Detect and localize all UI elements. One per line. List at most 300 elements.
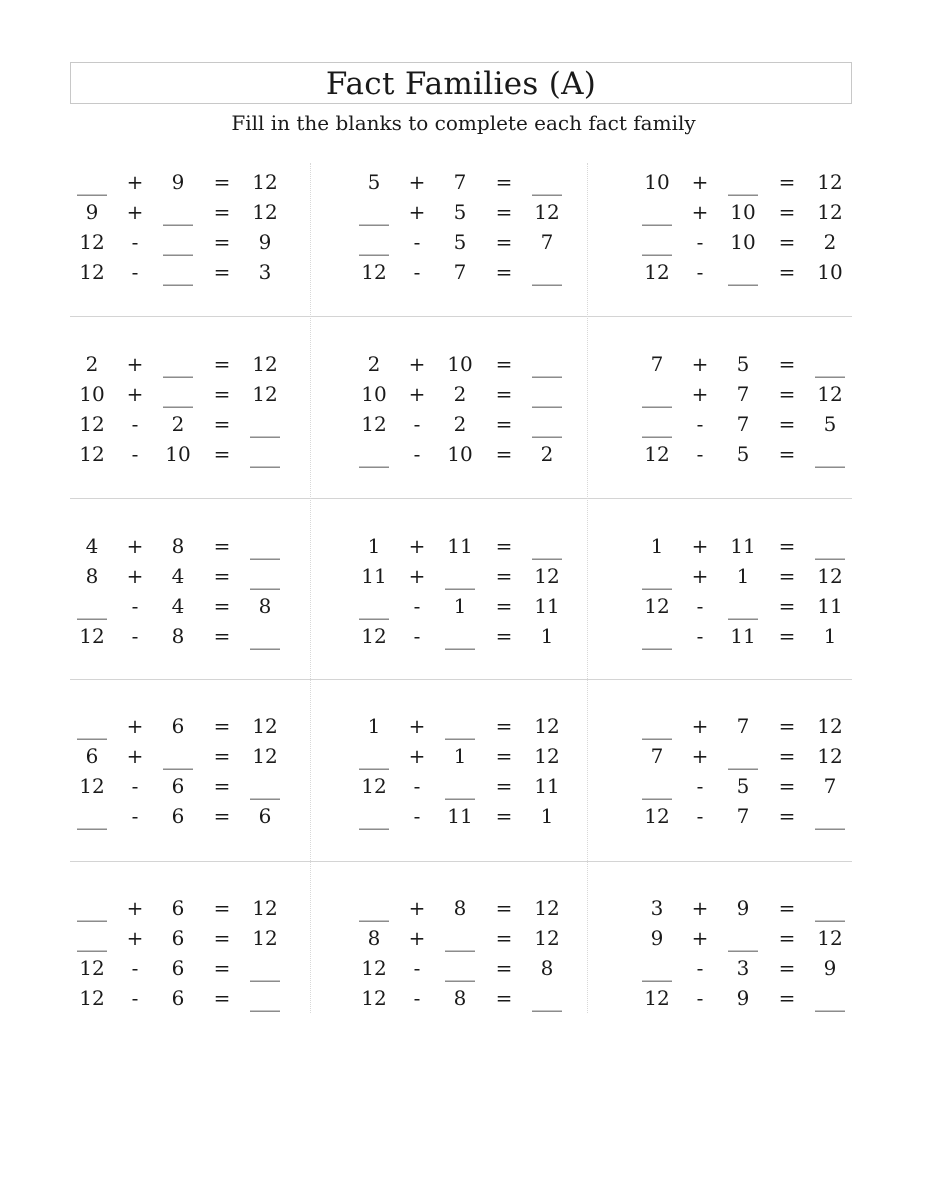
equals-sign: = <box>778 774 796 798</box>
equals-sign: = <box>495 230 513 254</box>
equals-sign: = <box>213 564 231 588</box>
equation <box>70 561 330 591</box>
equals-sign: = <box>778 230 796 254</box>
equation <box>635 741 895 771</box>
operand-2: 6 <box>171 926 185 950</box>
fact-family <box>70 167 330 317</box>
operand-1: 3 <box>650 896 664 920</box>
equals-sign: = <box>495 534 513 558</box>
answer-blank: ___ <box>728 596 758 620</box>
result: 7 <box>540 230 554 254</box>
equals-sign: = <box>213 352 231 376</box>
operand-1: 12 <box>79 230 105 254</box>
equals-sign: = <box>213 534 231 558</box>
equals-sign: = <box>213 774 231 798</box>
operand-1: 12 <box>361 260 387 284</box>
equals-sign: = <box>213 744 231 768</box>
equals-sign: = <box>495 170 513 194</box>
fact-family <box>70 893 330 1043</box>
operator: + <box>691 200 709 224</box>
answer-blank: ___ <box>532 354 562 378</box>
equation <box>635 349 895 379</box>
answer-blank: ___ <box>815 988 845 1012</box>
equation <box>352 561 612 591</box>
answer-blank: ___ <box>532 262 562 286</box>
answer-blank: ___ <box>728 172 758 196</box>
fact-family <box>635 167 895 317</box>
result: 10 <box>817 260 843 284</box>
answer-blank: ___ <box>815 898 845 922</box>
result: 12 <box>252 714 278 738</box>
fact-family <box>635 531 895 681</box>
equals-sign: = <box>495 382 513 406</box>
equation <box>635 227 895 257</box>
equals-sign: = <box>213 926 231 950</box>
fact-family <box>352 167 612 317</box>
equals-sign: = <box>495 926 513 950</box>
answer-blank: ___ <box>445 928 475 952</box>
operator: - <box>413 804 421 828</box>
operand-1: 12 <box>79 774 105 798</box>
operator: + <box>408 352 426 376</box>
result: 12 <box>534 744 560 768</box>
operator: + <box>126 352 144 376</box>
equation <box>70 439 330 469</box>
operator: - <box>413 412 421 436</box>
answer-blank: ___ <box>77 596 107 620</box>
operand-1: 12 <box>644 804 670 828</box>
operator: + <box>408 564 426 588</box>
operand-1: 12 <box>361 624 387 648</box>
operand-2: 9 <box>171 170 185 194</box>
operand-1: 12 <box>79 442 105 466</box>
operand-1: 2 <box>367 352 381 376</box>
answer-blank: ___ <box>77 716 107 740</box>
operand-1: 12 <box>644 986 670 1010</box>
operand-2: 11 <box>730 534 756 558</box>
fact-family <box>70 349 330 499</box>
operator: + <box>691 352 709 376</box>
fact-family <box>352 711 612 861</box>
equation <box>70 801 330 831</box>
answer-blank: ___ <box>163 354 193 378</box>
operator: - <box>131 774 139 798</box>
operator: + <box>691 534 709 558</box>
equation <box>352 591 612 621</box>
answer-blank: ___ <box>250 566 280 590</box>
operator: - <box>413 230 421 254</box>
operand-2: 6 <box>171 896 185 920</box>
equation <box>352 621 612 651</box>
result: 9 <box>258 230 272 254</box>
operator: + <box>408 170 426 194</box>
result: 6 <box>258 804 272 828</box>
result: 12 <box>534 714 560 738</box>
equation <box>70 741 330 771</box>
equals-sign: = <box>213 594 231 618</box>
equation <box>70 983 330 1013</box>
equation <box>70 167 330 197</box>
operator: - <box>131 230 139 254</box>
result: 11 <box>534 774 560 798</box>
operator: - <box>696 774 704 798</box>
operator: - <box>131 412 139 436</box>
answer-blank: ___ <box>815 444 845 468</box>
operand-2: 2 <box>453 382 467 406</box>
operand-1: 12 <box>361 774 387 798</box>
fact-family <box>352 349 612 499</box>
result: 1 <box>540 624 554 648</box>
equals-sign: = <box>495 986 513 1010</box>
answer-blank: ___ <box>77 898 107 922</box>
operand-1: 12 <box>644 442 670 466</box>
operator: + <box>691 744 709 768</box>
operator: + <box>408 534 426 558</box>
answer-blank: ___ <box>815 806 845 830</box>
operator: - <box>413 594 421 618</box>
operand-2: 9 <box>736 986 750 1010</box>
equation <box>352 197 612 227</box>
equation <box>635 531 895 561</box>
operator: - <box>131 260 139 284</box>
equals-sign: = <box>213 200 231 224</box>
result: 11 <box>817 594 843 618</box>
operator: + <box>408 714 426 738</box>
equation <box>635 621 895 651</box>
answer-blank: ___ <box>532 988 562 1012</box>
answer-blank: ___ <box>250 988 280 1012</box>
fact-family-grid <box>70 163 852 1018</box>
result: 12 <box>252 170 278 194</box>
equation <box>70 257 330 287</box>
operand-2: 5 <box>736 352 750 376</box>
result: 12 <box>534 200 560 224</box>
operator: - <box>131 804 139 828</box>
equation <box>70 227 330 257</box>
result: 12 <box>252 382 278 406</box>
equation <box>635 893 895 923</box>
operand-1: 7 <box>650 352 664 376</box>
operand-2: 7 <box>453 260 467 284</box>
answer-blank: ___ <box>815 536 845 560</box>
answer-blank: ___ <box>359 202 389 226</box>
equals-sign: = <box>778 956 796 980</box>
answer-blank: ___ <box>642 776 672 800</box>
operand-2: 11 <box>447 804 473 828</box>
equals-sign: = <box>778 564 796 588</box>
operator: + <box>691 382 709 406</box>
operand-2: 4 <box>171 594 185 618</box>
result: 7 <box>823 774 837 798</box>
equation <box>635 257 895 287</box>
title-box <box>70 62 852 104</box>
operand-1: 12 <box>79 956 105 980</box>
equals-sign: = <box>778 442 796 466</box>
answer-blank: ___ <box>359 232 389 256</box>
equals-sign: = <box>213 624 231 648</box>
operand-1: 12 <box>644 594 670 618</box>
equals-sign: = <box>495 442 513 466</box>
equals-sign: = <box>778 594 796 618</box>
equals-sign: = <box>495 352 513 376</box>
operand-2: 1 <box>736 564 750 588</box>
equals-sign: = <box>213 230 231 254</box>
equals-sign: = <box>495 260 513 284</box>
operand-2: 8 <box>453 896 467 920</box>
answer-blank: ___ <box>445 958 475 982</box>
fact-family <box>352 531 612 681</box>
answer-blank: ___ <box>445 566 475 590</box>
operator: + <box>126 200 144 224</box>
equals-sign: = <box>778 352 796 376</box>
equation <box>352 711 612 741</box>
equation <box>352 439 612 469</box>
result: 2 <box>540 442 554 466</box>
fact-family <box>352 893 612 1043</box>
answer-blank: ___ <box>642 716 672 740</box>
operand-1: 8 <box>85 564 99 588</box>
operator: + <box>126 564 144 588</box>
equals-sign: = <box>213 714 231 738</box>
equation <box>352 349 612 379</box>
result: 5 <box>823 412 837 436</box>
answer-blank: ___ <box>642 414 672 438</box>
row-divider <box>70 861 852 862</box>
result: 12 <box>817 714 843 738</box>
fact-family <box>70 531 330 681</box>
operand-2: 8 <box>453 986 467 1010</box>
operator: - <box>131 594 139 618</box>
operand-2: 5 <box>453 230 467 254</box>
operand-2: 10 <box>447 352 473 376</box>
operand-2: 7 <box>736 382 750 406</box>
result: 12 <box>817 382 843 406</box>
operand-1: 12 <box>361 956 387 980</box>
result: 1 <box>823 624 837 648</box>
operand-1: 1 <box>650 534 664 558</box>
answer-blank: ___ <box>728 746 758 770</box>
answer-blank: ___ <box>642 958 672 982</box>
result: 3 <box>258 260 272 284</box>
operand-2: 3 <box>736 956 750 980</box>
operand-2: 10 <box>730 230 756 254</box>
answer-blank: ___ <box>163 384 193 408</box>
operand-1: 12 <box>644 260 670 284</box>
answer-blank: ___ <box>728 262 758 286</box>
operator: - <box>413 774 421 798</box>
operator: + <box>126 744 144 768</box>
answer-blank: ___ <box>359 444 389 468</box>
operator: - <box>696 260 704 284</box>
operator: + <box>408 744 426 768</box>
operand-2: 10 <box>447 442 473 466</box>
equation <box>635 983 895 1013</box>
operand-2: 11 <box>730 624 756 648</box>
answer-blank: ___ <box>642 626 672 650</box>
equals-sign: = <box>495 744 513 768</box>
result: 12 <box>817 744 843 768</box>
equation <box>635 923 895 953</box>
answer-blank: ___ <box>359 898 389 922</box>
answer-blank: ___ <box>250 444 280 468</box>
answer-blank: ___ <box>250 536 280 560</box>
operator: + <box>691 564 709 588</box>
result: 12 <box>252 200 278 224</box>
equals-sign: = <box>495 624 513 648</box>
equation <box>70 621 330 651</box>
answer-blank: ___ <box>445 716 475 740</box>
operator: + <box>126 714 144 738</box>
operand-2: 10 <box>730 200 756 224</box>
equals-sign: = <box>778 534 796 558</box>
answer-blank: ___ <box>250 958 280 982</box>
operand-2: 7 <box>736 412 750 436</box>
result: 12 <box>817 170 843 194</box>
operand-2: 6 <box>171 956 185 980</box>
operand-1: 12 <box>79 624 105 648</box>
operand-1: 9 <box>85 200 99 224</box>
equation <box>352 167 612 197</box>
operand-1: 7 <box>650 744 664 768</box>
result: 1 <box>540 804 554 828</box>
operand-2: 7 <box>736 804 750 828</box>
answer-blank: ___ <box>163 746 193 770</box>
equation <box>352 953 612 983</box>
equals-sign: = <box>778 412 796 436</box>
operand-2: 5 <box>736 442 750 466</box>
equation <box>352 771 612 801</box>
operator: - <box>413 260 421 284</box>
equals-sign: = <box>778 382 796 406</box>
equals-sign: = <box>778 804 796 828</box>
answer-blank: ___ <box>250 414 280 438</box>
operand-2: 1 <box>453 594 467 618</box>
operator: - <box>696 412 704 436</box>
operand-2: 1 <box>453 744 467 768</box>
operator: + <box>126 534 144 558</box>
operand-2: 6 <box>171 986 185 1010</box>
equation <box>635 561 895 591</box>
operand-2: 11 <box>447 534 473 558</box>
equation <box>635 771 895 801</box>
equals-sign: = <box>495 956 513 980</box>
operand-1: 12 <box>79 412 105 436</box>
equation <box>352 741 612 771</box>
operator: + <box>126 382 144 406</box>
equals-sign: = <box>495 804 513 828</box>
operand-1: 1 <box>367 534 381 558</box>
operator: - <box>131 442 139 466</box>
result: 12 <box>817 200 843 224</box>
equals-sign: = <box>213 260 231 284</box>
operator: - <box>696 230 704 254</box>
operator: + <box>126 926 144 950</box>
answer-blank: ___ <box>77 172 107 196</box>
operand-1: 9 <box>650 926 664 950</box>
fact-family <box>635 711 895 861</box>
answer-blank: ___ <box>642 232 672 256</box>
answer-blank: ___ <box>642 566 672 590</box>
answer-blank: ___ <box>445 776 475 800</box>
fact-family <box>635 893 895 1043</box>
equation <box>352 531 612 561</box>
operand-2: 2 <box>171 412 185 436</box>
page-subtitle: Fill in the blanks to complete each fact family <box>231 111 696 135</box>
answer-blank: ___ <box>445 626 475 650</box>
result: 12 <box>817 926 843 950</box>
result: 12 <box>534 564 560 588</box>
equation <box>352 893 612 923</box>
operand-1: 2 <box>85 352 99 376</box>
equation <box>70 711 330 741</box>
operator: - <box>131 956 139 980</box>
equation <box>70 893 330 923</box>
fact-family <box>70 711 330 861</box>
equals-sign: = <box>213 986 231 1010</box>
answer-blank: ___ <box>250 776 280 800</box>
answer-blank: ___ <box>163 262 193 286</box>
answer-blank: ___ <box>163 232 193 256</box>
equals-sign: = <box>495 412 513 436</box>
result: 12 <box>534 896 560 920</box>
equation <box>70 379 330 409</box>
operator: + <box>691 896 709 920</box>
operator: - <box>131 624 139 648</box>
equation <box>352 923 612 953</box>
result: 12 <box>252 744 278 768</box>
operand-1: 6 <box>85 744 99 768</box>
equation <box>352 227 612 257</box>
operator: - <box>696 956 704 980</box>
equals-sign: = <box>495 200 513 224</box>
operator: + <box>408 200 426 224</box>
operator: - <box>413 986 421 1010</box>
fact-family <box>635 349 895 499</box>
answer-blank: ___ <box>642 384 672 408</box>
operator: + <box>691 170 709 194</box>
operand-2: 5 <box>736 774 750 798</box>
equals-sign: = <box>778 926 796 950</box>
operator: - <box>696 986 704 1010</box>
equation <box>70 409 330 439</box>
answer-blank: ___ <box>532 536 562 560</box>
operand-1: 12 <box>361 986 387 1010</box>
result: 12 <box>252 352 278 376</box>
equation <box>635 197 895 227</box>
equals-sign: = <box>213 442 231 466</box>
operator: - <box>131 986 139 1010</box>
operand-2: 8 <box>171 624 185 648</box>
page-title: Fact Families (A) <box>325 66 597 102</box>
equals-sign: = <box>495 564 513 588</box>
result: 2 <box>823 230 837 254</box>
operand-1: 4 <box>85 534 99 558</box>
operand-2: 5 <box>453 200 467 224</box>
equals-sign: = <box>778 714 796 738</box>
equals-sign: = <box>213 804 231 828</box>
equation <box>70 197 330 227</box>
operator: - <box>413 442 421 466</box>
equation <box>635 591 895 621</box>
operand-1: 12 <box>361 412 387 436</box>
operand-1: 5 <box>367 170 381 194</box>
answer-blank: ___ <box>163 202 193 226</box>
operand-2: 6 <box>171 774 185 798</box>
operator: + <box>408 382 426 406</box>
equals-sign: = <box>213 896 231 920</box>
operand-1: 12 <box>79 260 105 284</box>
equation <box>635 801 895 831</box>
